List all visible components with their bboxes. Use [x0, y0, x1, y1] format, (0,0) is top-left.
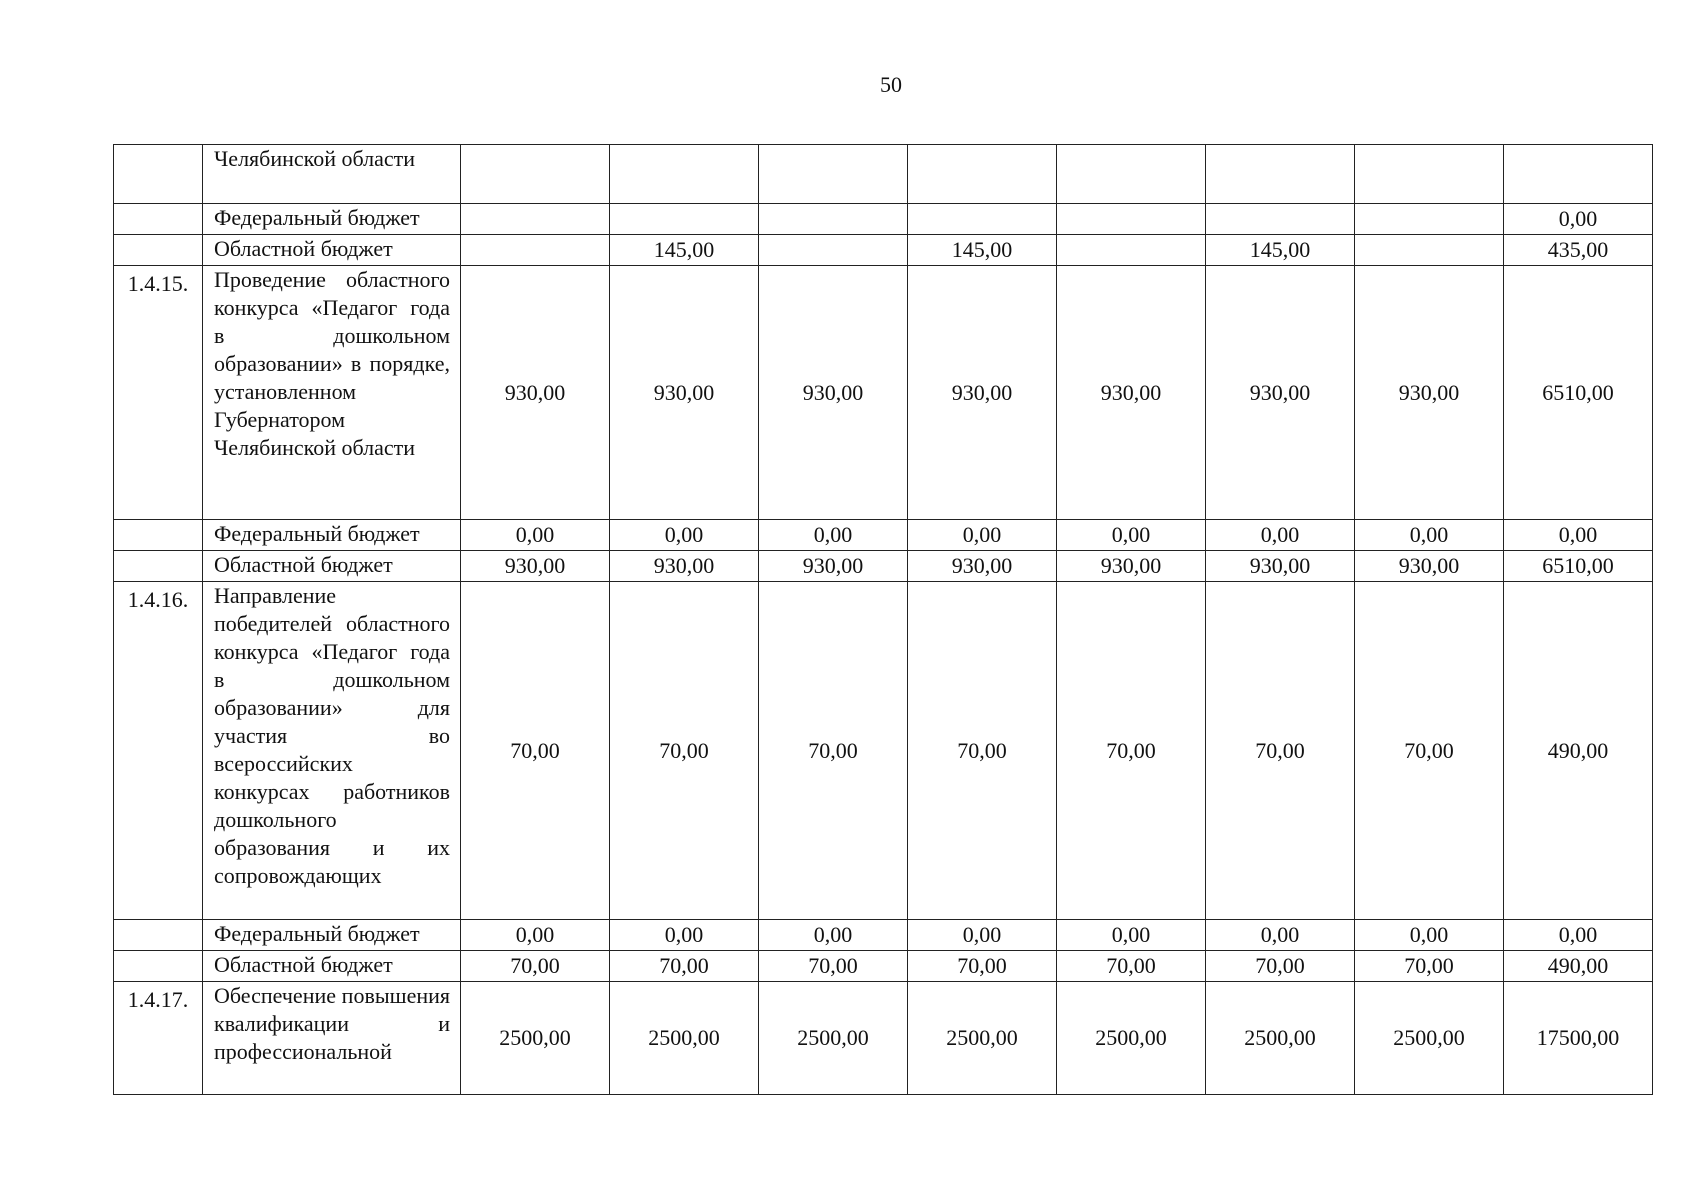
value-cell: 0,00: [908, 920, 1057, 951]
table-row: [114, 951, 1653, 982]
value-cell: 930,00: [759, 266, 908, 520]
value-cell: 0,00: [1206, 520, 1355, 551]
value-cell: 70,00: [759, 582, 908, 920]
value-cell: 70,00: [610, 951, 759, 982]
value-cell: 2500,00: [908, 982, 1057, 1095]
value-cell: [461, 204, 610, 235]
value-cell: 6510,00: [1504, 266, 1653, 520]
row-name-cell: Областной бюджет: [203, 551, 461, 582]
value-cell: 930,00: [610, 266, 759, 520]
value-cell: 930,00: [461, 266, 610, 520]
row-name-cell: Федеральный бюджет: [203, 920, 461, 951]
value-cell: 930,00: [1206, 551, 1355, 582]
value-cell: 70,00: [1206, 951, 1355, 982]
row-number-cell: [114, 520, 203, 551]
table-row: [114, 582, 1653, 920]
value-cell: [759, 204, 908, 235]
page-number: 50: [880, 72, 902, 97]
value-cell: 2500,00: [461, 982, 610, 1095]
value-cell: 2500,00: [610, 982, 759, 1095]
value-cell: 0,00: [759, 920, 908, 951]
value-cell: 145,00: [1206, 235, 1355, 266]
value-cell: 6510,00: [1504, 551, 1653, 582]
table-row: [114, 520, 1653, 551]
value-cell: [1504, 145, 1653, 204]
row-name-cell: Проведение областного конкурса «Педагог года в дошкольном образовании» в порядке, установленном Губернатором Челябинской области: [203, 266, 461, 520]
value-cell: 70,00: [610, 582, 759, 920]
table-row: [114, 145, 1653, 204]
row-number-cell: 1.4.16.: [114, 582, 203, 920]
value-cell: 0,00: [1355, 520, 1504, 551]
table-row: [114, 551, 1653, 582]
value-cell: [908, 145, 1057, 204]
row-name-cell: Федеральный бюджет: [203, 204, 461, 235]
value-cell: 145,00: [908, 235, 1057, 266]
value-cell: [1206, 145, 1355, 204]
value-cell: 0,00: [1504, 204, 1653, 235]
value-cell: 70,00: [1057, 951, 1206, 982]
table-row: [114, 204, 1653, 235]
value-cell: 435,00: [1504, 235, 1653, 266]
value-cell: 930,00: [908, 551, 1057, 582]
value-cell: [461, 235, 610, 266]
value-cell: [1206, 204, 1355, 235]
value-cell: 70,00: [1355, 951, 1504, 982]
value-cell: 930,00: [461, 551, 610, 582]
value-cell: 2500,00: [1355, 982, 1504, 1095]
value-cell: 930,00: [1057, 266, 1206, 520]
row-number-cell: [114, 920, 203, 951]
value-cell: [1057, 204, 1206, 235]
table-row: [114, 920, 1653, 951]
value-cell: 70,00: [461, 582, 610, 920]
value-cell: [610, 204, 759, 235]
value-cell: [1355, 145, 1504, 204]
row-number-cell: [114, 145, 203, 204]
value-cell: 0,00: [1504, 920, 1653, 951]
value-cell: 70,00: [1206, 582, 1355, 920]
value-cell: 70,00: [908, 951, 1057, 982]
budget-table: [113, 144, 1653, 1095]
value-cell: 0,00: [1504, 520, 1653, 551]
value-cell: 0,00: [1057, 920, 1206, 951]
value-cell: 930,00: [908, 266, 1057, 520]
value-cell: 0,00: [1206, 920, 1355, 951]
value-cell: 930,00: [1355, 266, 1504, 520]
row-name-cell: Челябинской области: [203, 145, 461, 204]
value-cell: 0,00: [908, 520, 1057, 551]
value-cell: 0,00: [759, 520, 908, 551]
row-number-cell: [114, 551, 203, 582]
value-cell: [759, 145, 908, 204]
value-cell: 70,00: [1355, 582, 1504, 920]
value-cell: 145,00: [610, 235, 759, 266]
value-cell: 0,00: [1057, 520, 1206, 551]
row-number-cell: [114, 235, 203, 266]
value-cell: [610, 145, 759, 204]
row-number-cell: [114, 204, 203, 235]
value-cell: 70,00: [1057, 582, 1206, 920]
value-cell: 930,00: [1355, 551, 1504, 582]
row-name-cell: Областной бюджет: [203, 951, 461, 982]
row-number-cell: 1.4.15.: [114, 266, 203, 520]
value-cell: [908, 204, 1057, 235]
value-cell: 930,00: [610, 551, 759, 582]
value-cell: 0,00: [610, 520, 759, 551]
value-cell: 490,00: [1504, 951, 1653, 982]
row-name-cell: Федеральный бюджет: [203, 520, 461, 551]
value-cell: 70,00: [908, 582, 1057, 920]
value-cell: 930,00: [759, 551, 908, 582]
value-cell: 0,00: [461, 520, 610, 551]
value-cell: 930,00: [1206, 266, 1355, 520]
row-number-cell: [114, 951, 203, 982]
table-row: [114, 266, 1653, 520]
table-row: [114, 982, 1653, 1095]
value-cell: 2500,00: [1057, 982, 1206, 1095]
value-cell: [461, 145, 610, 204]
value-cell: [1355, 235, 1504, 266]
value-cell: 2500,00: [759, 982, 908, 1095]
value-cell: 2500,00: [1206, 982, 1355, 1095]
value-cell: 0,00: [461, 920, 610, 951]
row-number-cell: 1.4.17.: [114, 982, 203, 1095]
value-cell: 70,00: [461, 951, 610, 982]
row-name-cell: Направление победителей областного конкурса «Педагог года в дошкольном образовании» для участия во всероссийских конкурсах работников дошкольного образования и их сопровождающих: [203, 582, 461, 920]
value-cell: 0,00: [1355, 920, 1504, 951]
value-cell: 17500,00: [1504, 982, 1653, 1095]
value-cell: [1057, 145, 1206, 204]
value-cell: [759, 235, 908, 266]
value-cell: 490,00: [1504, 582, 1653, 920]
value-cell: 930,00: [1057, 551, 1206, 582]
value-cell: [1355, 204, 1504, 235]
row-name-cell: Обеспечение повышения квалификации и профессиональной: [203, 982, 461, 1095]
table-row: [114, 235, 1653, 266]
row-name-cell: Областной бюджет: [203, 235, 461, 266]
value-cell: 70,00: [759, 951, 908, 982]
value-cell: [1057, 235, 1206, 266]
value-cell: 0,00: [610, 920, 759, 951]
